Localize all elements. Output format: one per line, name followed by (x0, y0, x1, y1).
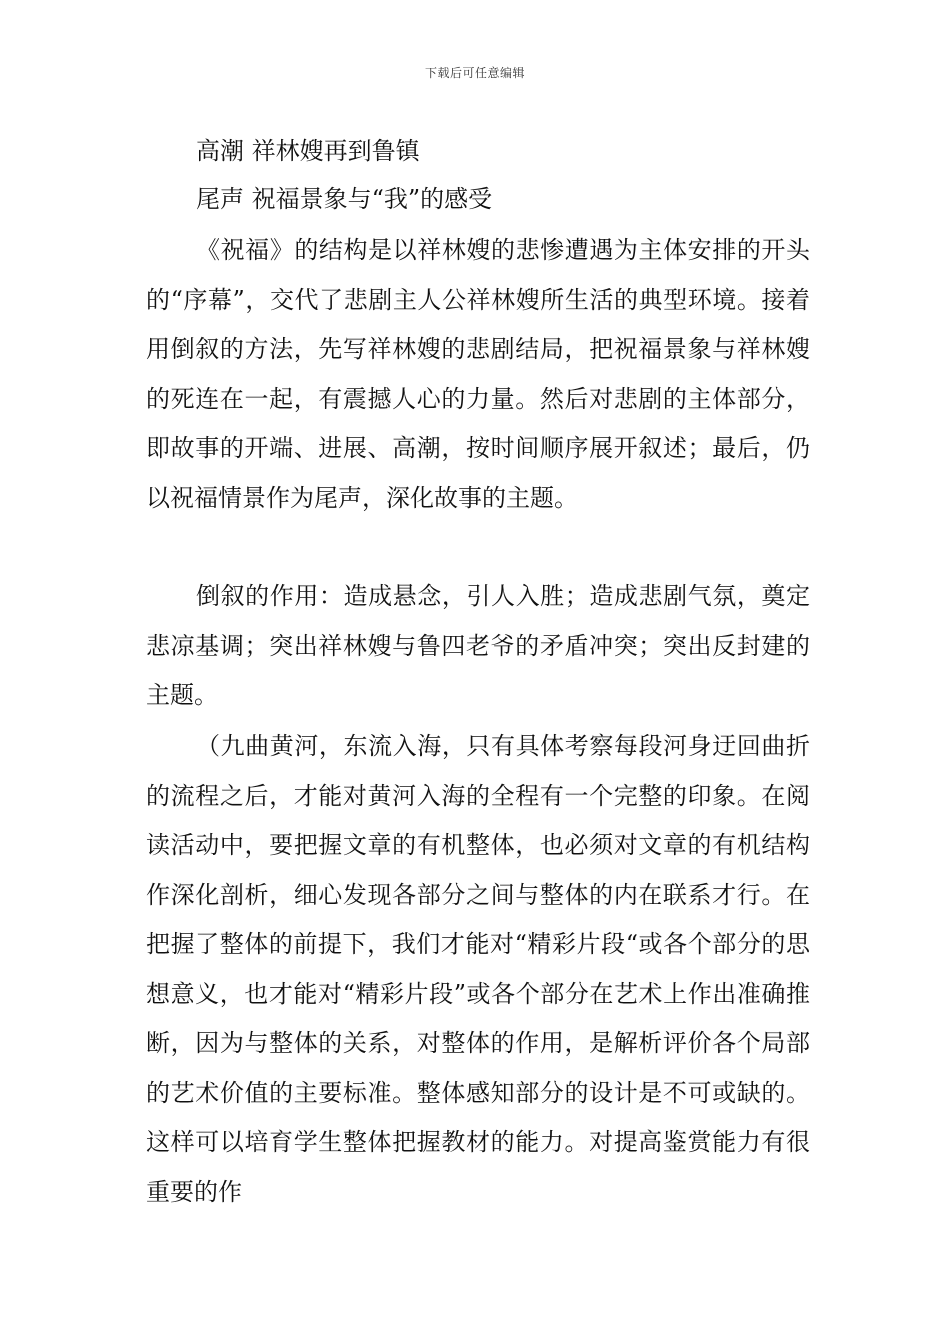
paragraph-flashback: 倒叙的作用：造成悬念，引人入胜；造成悲剧气氛，奠定悲凉基调；突出祥林嫂与鲁四老爷的矛盾冲突；突出反封建的主题。 (146, 582, 810, 709)
outline-climax: 高潮 祥林嫂再到鲁镇 (196, 137, 420, 165)
paragraph-structure: 《祝福》的结构是以祥林嫂的悲惨遭遇为主体安排的开头的“序幕”，交代了悲剧主人公祥林嫂所生活的典型环境。接着用倒叙的方法，先写祥林嫂的悲剧结局，把祝福景象与祥林嫂的死连在一起，有震撼人心的力量。然后对悲剧的主体部分，即故事的开端、进展、高潮，按时间顺序展开叙述；最后，仍以祝福情景作为尾声，深化故事的主题。 (146, 236, 810, 512)
page-header-note: 下载后可任意编辑 (424, 66, 525, 80)
paragraph-whole: （九曲黄河，东流入海，只有具体考察每段河身迂回曲折的流程之后，才能对黄河入海的全程有一个完整的印象。在阅读活动中，要把握文章的有机整体，也必须对文章的有机结构作深化剖析，细心发现各部分之间与整体的内在联系才行。在把握了整体的前提下，我们才能对“精彩片段“或各个部分的思想意义，也才能对“精彩片段”或各个部分在艺术上作出准确推断，因为与整体的关系，对整体的作用，是解析评价各个局部的艺术价值的主要标准。整体感知部分的设计是不可或缺的。这样可以培育学生整体把握教材的能力。对提高鉴赏能力有很重要的作 (146, 732, 810, 1206)
outline-epilogue: 尾声 祝福景象与“我”的感受 (196, 185, 493, 213)
